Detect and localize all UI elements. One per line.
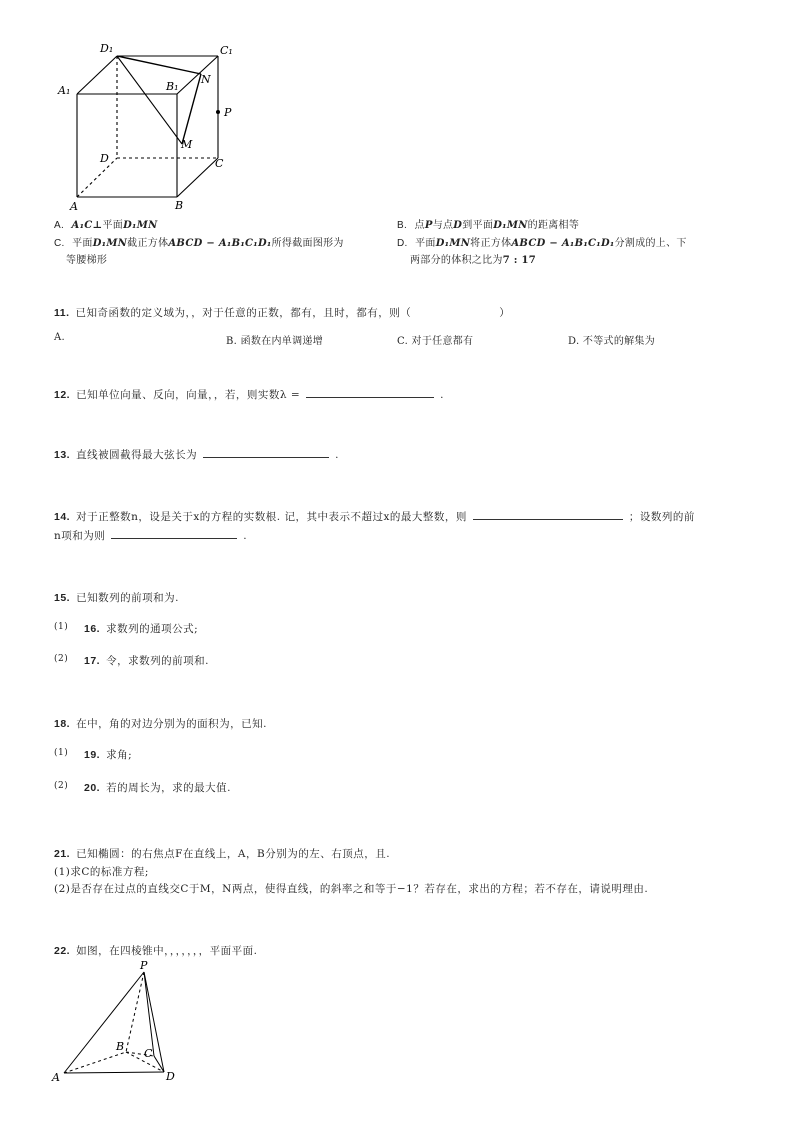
- option-math: D₁MN: [92, 238, 128, 249]
- q10-option-b: [397, 216, 579, 231]
- question-13: [54, 447, 339, 462]
- q10-option-c-line2: 等腰梯形: [66, 255, 108, 266]
- label-p: P: [140, 959, 148, 972]
- q10-option-d: [397, 234, 687, 249]
- option-letter: B.: [397, 220, 408, 231]
- option-text: 所得截面图形为: [271, 238, 344, 249]
- option-math: ABCD − A₁B₁C₁D₁: [168, 238, 272, 249]
- label-a1: A₁: [58, 84, 71, 97]
- edge-a-b: [64, 1052, 126, 1073]
- option-math: D₁MN: [435, 238, 471, 249]
- label-a: A: [70, 200, 78, 213]
- question-text: 已知数列的前项和为.: [76, 592, 179, 604]
- option-math: D₁MN: [493, 220, 528, 231]
- question-text: 令，求数列的前项和.: [106, 655, 209, 667]
- question-mid: ；设数列的前: [628, 511, 695, 523]
- label-b: B: [116, 1040, 125, 1053]
- option-text: 的距离相等: [527, 220, 580, 231]
- part-mark: (1): [54, 622, 69, 632]
- question-number: 17.: [84, 655, 101, 667]
- option-text: 两部分的体积之比为: [410, 255, 503, 266]
- label-c: C: [215, 157, 224, 170]
- label-c1: C₁: [220, 44, 233, 57]
- question-20: [54, 780, 231, 795]
- q11-option-a: A.: [54, 332, 66, 343]
- q11-option-c: C. 对于任意都有: [397, 336, 474, 347]
- edge-p-a: [64, 972, 144, 1073]
- edge-a-d: [64, 1072, 164, 1073]
- question-text: 如图，在四棱锥中，，，，，，，平面平面.: [76, 945, 258, 957]
- question-text: 对于正整数n，设是关于x的方程的实数根. 记，其中表示不超过x的最大整数，则: [76, 511, 467, 523]
- option-text: 截正方体: [127, 238, 169, 249]
- question-17: [54, 653, 209, 668]
- option-letter: C.: [54, 238, 65, 249]
- question-21: [54, 846, 390, 861]
- option-math: D: [453, 220, 463, 231]
- label-d: D: [166, 1070, 175, 1083]
- option-text: 平面: [102, 220, 124, 231]
- question-close: ）: [499, 307, 511, 319]
- option-math: A₁C⊥: [71, 220, 103, 231]
- line-n-m: [182, 74, 201, 144]
- label-m: M: [181, 138, 193, 151]
- question-number: 12.: [54, 389, 71, 401]
- option-text: 到平面: [462, 220, 494, 231]
- option-math: D₁MN: [123, 220, 158, 231]
- question-19: [54, 747, 132, 762]
- label-b1: B₁: [166, 80, 179, 93]
- option-letter: D.: [397, 238, 408, 249]
- answer-blank-2[interactable]: [111, 528, 237, 539]
- part-mark: (2): [54, 654, 69, 664]
- question-text: 若的周长为，求的最大值.: [106, 782, 231, 794]
- question-number: 16.: [84, 623, 101, 635]
- q10-option-d-line2: [410, 251, 536, 266]
- question-number: 14.: [54, 511, 71, 523]
- answer-blank[interactable]: [203, 447, 329, 458]
- question-end: .: [243, 530, 248, 542]
- question-number: 21.: [54, 848, 71, 860]
- q10-option-c: [54, 234, 344, 249]
- question-text: 已知奇函数的定义域为，，对于任意的正数，都有，且时，都有，则（: [75, 307, 412, 319]
- option-text: 分割成的上、下: [614, 238, 687, 249]
- q11-option-b: B. 函数在内单调递增: [226, 336, 324, 347]
- edge-a1-d1: [77, 56, 117, 94]
- answer-blank[interactable]: [306, 387, 434, 398]
- option-text: 点: [414, 220, 425, 231]
- option-text: 平面: [72, 238, 93, 249]
- cube-figure: [55, 38, 255, 213]
- edge-a-d: [77, 158, 117, 197]
- question-18: [54, 716, 267, 731]
- line-d1-m: [117, 56, 182, 144]
- question-number: 19.: [84, 749, 101, 761]
- question-end: .: [440, 389, 444, 401]
- question-text: 求角;: [106, 749, 133, 761]
- question-15: [54, 590, 179, 605]
- option-math: P: [424, 220, 433, 231]
- option-text: 将正方体: [470, 238, 512, 249]
- question-21-part2: (2)是否存在过点的直线交C于M，N两点，使得直线，的斜率之和等于−1？若存在，求出的方程；若不存在，请说明理由.: [54, 883, 649, 895]
- pyramid-figure: [48, 958, 198, 1086]
- question-16: [54, 621, 198, 636]
- part-mark: (2): [54, 781, 69, 791]
- label-n: N: [201, 73, 211, 86]
- option-text: 平面: [415, 238, 436, 249]
- question-number: 18.: [54, 718, 71, 730]
- question-number: 20.: [84, 782, 101, 794]
- label-a: A: [52, 1071, 60, 1084]
- question-number: 15.: [54, 592, 71, 604]
- question-text: 求数列的通项公式;: [106, 623, 199, 635]
- question-11: [54, 305, 510, 320]
- question-number: 13.: [54, 449, 71, 461]
- edge-b-c: [177, 158, 218, 197]
- question-text: 直线被圆截得最大弦长为: [76, 449, 198, 461]
- question-22: [54, 943, 257, 958]
- option-text: 与点: [432, 220, 454, 231]
- question-14-line2: [54, 528, 247, 543]
- answer-blank-1[interactable]: [473, 509, 623, 520]
- question-14: [54, 509, 695, 524]
- option-math: 7 : 17: [502, 255, 537, 266]
- label-c: C: [144, 1047, 153, 1060]
- part-mark: (1): [54, 748, 69, 758]
- label-d: D: [100, 152, 109, 165]
- label-d1: D₁: [100, 42, 114, 55]
- label-p: P: [224, 106, 232, 119]
- q11-option-d: D. 不等式的解集为: [568, 336, 656, 347]
- question-12: [54, 387, 444, 402]
- question-text: 已知单位向量、反向，向量，，若，则实数λ =: [76, 389, 301, 401]
- question-number: 11.: [54, 307, 70, 319]
- label-b: B: [175, 199, 184, 212]
- question-text: 已知椭圆：的右焦点F在直线上，A，B分别为的左、右顶点，且.: [76, 848, 391, 860]
- question-text: 在中，角的对边分别为的面积为，已知.: [76, 718, 267, 730]
- q10-option-a: [54, 216, 158, 231]
- line-d1-n: [117, 56, 201, 74]
- question-end: .: [335, 449, 339, 461]
- question-text: n项和为则: [54, 530, 106, 542]
- point-p: [216, 110, 220, 114]
- option-letter: A.: [54, 220, 65, 231]
- option-math: ABCD − A₁B₁C₁D₁: [511, 238, 615, 249]
- question-number: 22.: [54, 945, 71, 957]
- question-21-part1: (1)求C的标准方程;: [54, 866, 149, 878]
